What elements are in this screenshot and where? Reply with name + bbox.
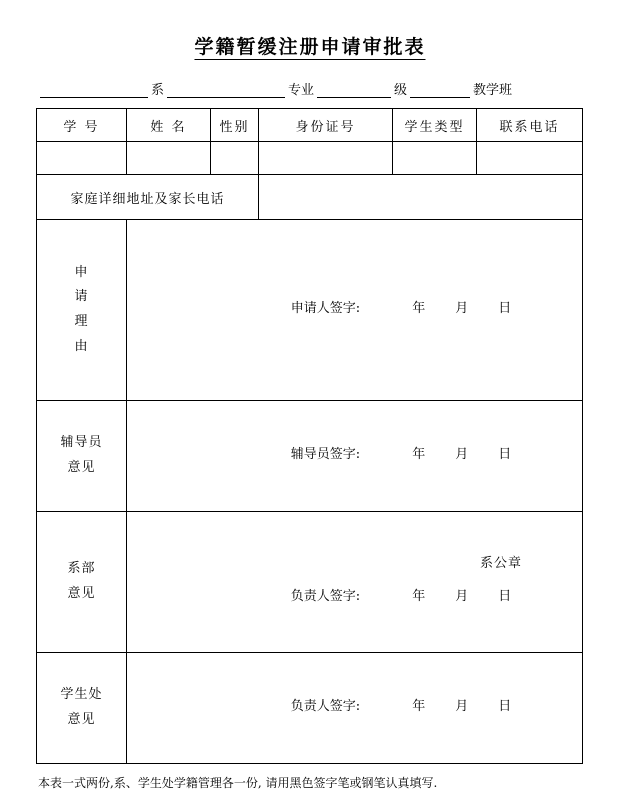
section-student-office	[37, 653, 583, 764]
student-office-label-line-1: 学生处	[60, 687, 103, 703]
reason-year-label: 年	[412, 300, 426, 316]
department-day-label: 日	[498, 589, 512, 604]
section-reason	[37, 220, 583, 401]
counselor-signature-label: 辅导员签字:	[290, 446, 361, 462]
table-header-row	[37, 109, 583, 142]
counselor-day-label: 日	[498, 446, 512, 462]
counselor-signature-line	[127, 443, 582, 470]
application-form-table	[36, 108, 583, 764]
department-month-label: 月	[455, 589, 469, 604]
page-title: 学籍暂缓注册申请审批表	[194, 36, 426, 58]
department-label: 系	[151, 83, 165, 98]
column-header-phone: 联系电话	[477, 109, 583, 142]
section-counselor	[37, 401, 583, 512]
class-label: 教学班	[473, 83, 513, 98]
reason-day-label: 日	[498, 300, 512, 316]
reason-label-char-2: 请	[74, 289, 89, 305]
student-office-content-cell[interactable]	[127, 653, 583, 764]
student-office-year-label: 年	[412, 698, 426, 714]
column-header-student-id: 学 号	[37, 109, 127, 142]
field-gender[interactable]	[211, 142, 259, 175]
grade-label: 级	[394, 83, 408, 98]
reason-month-label: 月	[455, 300, 469, 316]
reason-label-char-1: 申	[74, 264, 89, 280]
section-department	[37, 512, 583, 653]
address-row	[37, 175, 583, 220]
student-office-day-label: 日	[498, 698, 512, 714]
footnote: 本表一式两份,系、学生处学籍管理各一份, 请用黑色签字笔或钢笔认真填写.	[38, 776, 438, 790]
column-header-name: 姓 名	[127, 109, 211, 142]
section-label-student-office	[37, 653, 127, 764]
field-phone[interactable]	[477, 142, 583, 175]
section-label-reason	[37, 220, 127, 401]
field-name[interactable]	[127, 142, 211, 175]
reason-content-cell[interactable]	[127, 220, 583, 401]
address-label: 家庭详细地址及家长电话	[37, 175, 259, 220]
department-signature-label: 负责人签字:	[290, 589, 361, 604]
section-label-counselor	[37, 401, 127, 512]
department-label-line-1: 系部	[67, 561, 96, 577]
department-content-cell[interactable]	[127, 512, 583, 653]
column-header-gender: 性别	[211, 109, 259, 142]
table-value-row	[37, 142, 583, 175]
student-office-month-label: 月	[455, 698, 469, 714]
field-address[interactable]	[259, 175, 583, 220]
department-stamp-label: 系公章	[479, 556, 522, 571]
department-blank[interactable]	[40, 97, 148, 98]
counselor-month-label: 月	[455, 446, 469, 462]
field-student-type[interactable]	[393, 142, 477, 175]
field-student-id[interactable]	[37, 142, 127, 175]
major-label: 专业	[288, 83, 315, 98]
header-fields	[36, 79, 584, 98]
student-office-signature-label: 负责人签字:	[290, 698, 361, 714]
counselor-year-label: 年	[412, 446, 426, 462]
department-label-line-2: 意见	[67, 586, 96, 601]
column-header-student-type: 学生类型	[393, 109, 477, 142]
class-blank[interactable]	[410, 97, 470, 98]
student-office-signature-line	[127, 695, 582, 722]
counselor-label-line-2: 意见	[67, 460, 96, 475]
department-year-label: 年	[412, 589, 426, 604]
reason-signature-label: 申请人签字:	[290, 300, 361, 316]
student-office-label-line-2: 意见	[67, 712, 96, 727]
section-label-department	[37, 512, 127, 653]
department-signature-line	[127, 585, 582, 612]
major-blank[interactable]	[167, 97, 285, 98]
counselor-content-cell[interactable]	[127, 401, 583, 512]
counselor-label-line-1: 辅导员	[60, 435, 103, 451]
field-id-number[interactable]	[259, 142, 393, 175]
grade-blank[interactable]	[317, 97, 391, 98]
reason-signature-line	[127, 297, 582, 324]
column-header-id-number: 身份证号	[259, 109, 393, 142]
reason-label-char-3: 理	[74, 314, 89, 329]
reason-label-char-4: 由	[74, 338, 89, 354]
